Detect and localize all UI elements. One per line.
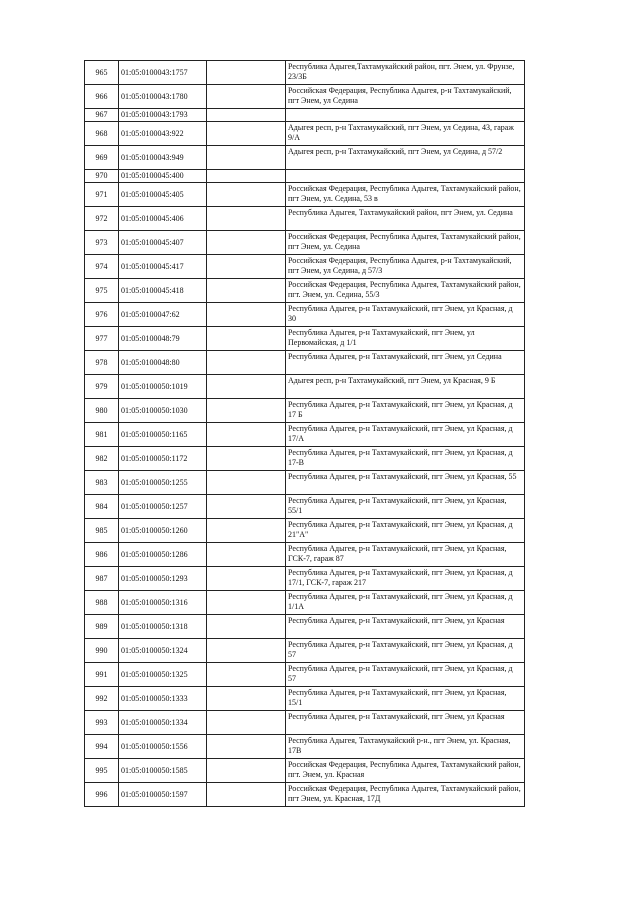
cadastral-number: 01:05:0100050:1333 <box>119 687 207 711</box>
row-number: 976 <box>85 303 119 327</box>
empty-cell <box>207 735 286 759</box>
address: Адыгея респ, р-н Тахтамукайский, пгт Энем, ул Седина, д 57/2 <box>286 146 525 170</box>
table-row <box>85 447 525 471</box>
table-row <box>85 61 525 85</box>
table-row <box>85 255 525 279</box>
address: Республика Адыгея, р-н Тахтамукайский, пгт Энем, ул Красная <box>286 615 525 639</box>
table-row <box>85 122 525 146</box>
table-row <box>85 303 525 327</box>
table-row <box>85 423 525 447</box>
empty-cell <box>207 207 286 231</box>
address: Республика Адыгея, р-н Тахтамукайский, пгт Энем, ул Красная, д 30 <box>286 303 525 327</box>
row-number: 983 <box>85 471 119 495</box>
row-number: 975 <box>85 279 119 303</box>
table-row <box>85 735 525 759</box>
address: Республика Адыгея, Тахтамукайский район, пгт Энем, ул. Седина <box>286 207 525 231</box>
address: Республика Адыгея, р-н Тахтамукайский, пгт Энем, ул Красная, ГСК-7, гараж 87 <box>286 543 525 567</box>
row-number: 993 <box>85 711 119 735</box>
row-number: 992 <box>85 687 119 711</box>
address: Российская Федерация, Республика Адыгея, Тахтамукайский район, пгт. Энем, ул. Красная <box>286 759 525 783</box>
table-row <box>85 279 525 303</box>
empty-cell <box>207 423 286 447</box>
table-row <box>85 495 525 519</box>
cadastral-number: 01:05:0100043:1793 <box>119 109 207 122</box>
empty-cell <box>207 375 286 399</box>
cadastral-number: 01:05:0100050:1597 <box>119 783 207 807</box>
address: Республика Адыгея, р-н Тахтамукайский, пгт Энем, ул Седина <box>286 351 525 375</box>
table-row <box>85 351 525 375</box>
table-row <box>85 327 525 351</box>
table-row <box>85 146 525 170</box>
empty-cell <box>207 351 286 375</box>
cadastral-number: 01:05:0100050:1165 <box>119 423 207 447</box>
cadastral-number: 01:05:0100050:1556 <box>119 735 207 759</box>
address: Республика Адыгея, р-н Тахтамукайский, пгт Энем, ул Красная, д 17 Б <box>286 399 525 423</box>
cadastral-number: 01:05:0100050:1318 <box>119 615 207 639</box>
empty-cell <box>207 663 286 687</box>
cadastral-number: 01:05:0100050:1019 <box>119 375 207 399</box>
cadastral-number: 01:05:0100045:400 <box>119 170 207 183</box>
cadastral-number: 01:05:0100050:1255 <box>119 471 207 495</box>
cadastral-number: 01:05:0100050:1293 <box>119 567 207 591</box>
row-number: 979 <box>85 375 119 399</box>
address: Республика Адыгея, р-н Тахтамукайский, пгт Энем, ул Красная, д 57 <box>286 639 525 663</box>
address: Республика Адыгея, р-н Тахтамукайский, пгт Энем, ул Красная, д 1/1А <box>286 591 525 615</box>
empty-cell <box>207 471 286 495</box>
table-row <box>85 591 525 615</box>
address: Республика Адыгея, р-н Тахтамукайский, пгт Энем, ул Красная, д 21"А" <box>286 519 525 543</box>
address: Российская Федерация, Республика Адыгея, Тахтамукайский район, пгт Энем, ул. Седина, 53 в <box>286 183 525 207</box>
row-number: 969 <box>85 146 119 170</box>
empty-cell <box>207 146 286 170</box>
empty-cell <box>207 279 286 303</box>
row-number: 978 <box>85 351 119 375</box>
cadastral-number: 01:05:0100050:1585 <box>119 759 207 783</box>
address: Республика Адыгея, р-н Тахтамукайский, пгт Энем, ул Красная <box>286 711 525 735</box>
row-number: 986 <box>85 543 119 567</box>
empty-cell <box>207 303 286 327</box>
cadastral-number: 01:05:0100048:79 <box>119 327 207 351</box>
cadastral-register-table <box>84 60 525 807</box>
address: Республика Адыгея, р-н Тахтамукайский, пгт Энем, ул Красная, 15/1 <box>286 687 525 711</box>
empty-cell <box>207 170 286 183</box>
address: Российская Федерация, Республика Адыгея, р-н Тахтамукайский, пгт Энем, ул Седина <box>286 85 525 109</box>
cadastral-number: 01:05:0100050:1325 <box>119 663 207 687</box>
table-row <box>85 639 525 663</box>
cadastral-number: 01:05:0100047:62 <box>119 303 207 327</box>
address: Республика Адыгея, р-н Тахтамукайский, пгт Энем, ул Красная, 55/1 <box>286 495 525 519</box>
row-number: 968 <box>85 122 119 146</box>
empty-cell <box>207 687 286 711</box>
cadastral-number: 01:05:0100043:949 <box>119 146 207 170</box>
row-number: 971 <box>85 183 119 207</box>
cadastral-number: 01:05:0100043:922 <box>119 122 207 146</box>
address: Российская Федерация, Республика Адыгея, р-н Тахтамукайский, пгт Энем, ул Седина, д 57/3 <box>286 255 525 279</box>
row-number: 967 <box>85 109 119 122</box>
row-number: 991 <box>85 663 119 687</box>
empty-cell <box>207 327 286 351</box>
address: Республика Адыгея, р-н Тахтамукайский, пгт Энем, ул Красная, д 57 <box>286 663 525 687</box>
cadastral-number: 01:05:0100043:1780 <box>119 85 207 109</box>
cadastral-number: 01:05:0100050:1324 <box>119 639 207 663</box>
row-number: 966 <box>85 85 119 109</box>
row-number: 980 <box>85 399 119 423</box>
table-row <box>85 207 525 231</box>
empty-cell <box>207 759 286 783</box>
empty-cell <box>207 711 286 735</box>
cadastral-number: 01:05:0100050:1257 <box>119 495 207 519</box>
cadastral-number: 01:05:0100050:1030 <box>119 399 207 423</box>
address: Республика Адыгея, р-н Тахтамукайский, пгт Энем, ул Красная, д 17-В <box>286 447 525 471</box>
empty-cell <box>207 85 286 109</box>
row-number: 984 <box>85 495 119 519</box>
address: Республика Адыгея, р-н Тахтамукайский, пгт Энем, ул Красная, д 17/А <box>286 423 525 447</box>
row-number: 972 <box>85 207 119 231</box>
empty-cell <box>207 61 286 85</box>
row-number: 988 <box>85 591 119 615</box>
table-row <box>85 231 525 255</box>
address: Адыгея респ, р-н Тахтамукайский, пгт Энем, ул Красная, 9 Б <box>286 375 525 399</box>
address: Российская Федерация, Республика Адыгея, Тахтамукайский район, пгт Энем, ул. Красная, 17Д <box>286 783 525 807</box>
table-row <box>85 711 525 735</box>
empty-cell <box>207 783 286 807</box>
address: Российская Федерация, Республика Адыгея, Тахтамукайский район, пгт. Энем, ул. Седина, 55/3 <box>286 279 525 303</box>
empty-cell <box>207 639 286 663</box>
empty-cell <box>207 615 286 639</box>
table-row <box>85 183 525 207</box>
address <box>286 170 525 183</box>
address <box>286 109 525 122</box>
empty-cell <box>207 255 286 279</box>
empty-cell <box>207 109 286 122</box>
empty-cell <box>207 543 286 567</box>
empty-cell <box>207 231 286 255</box>
table-row <box>85 519 525 543</box>
address: Республика Адыгея,Тахтамукайский район, пгт. Энем, ул. Фрунзе, 23/3Б <box>286 61 525 85</box>
cadastral-number: 01:05:0100045:405 <box>119 183 207 207</box>
row-number: 987 <box>85 567 119 591</box>
address: Адыгея респ, р-н Тахтамукайский, пгт Энем, ул Седина, 43, гараж 9/А <box>286 122 525 146</box>
row-number: 995 <box>85 759 119 783</box>
table-row <box>85 615 525 639</box>
empty-cell <box>207 447 286 471</box>
cadastral-number: 01:05:0100045:407 <box>119 231 207 255</box>
cadastral-number: 01:05:0100050:1334 <box>119 711 207 735</box>
cadastral-number: 01:05:0100048:80 <box>119 351 207 375</box>
cadastral-number: 01:05:0100045:406 <box>119 207 207 231</box>
empty-cell <box>207 567 286 591</box>
row-number: 973 <box>85 231 119 255</box>
row-number: 994 <box>85 735 119 759</box>
row-number: 985 <box>85 519 119 543</box>
cadastral-number: 01:05:0100045:418 <box>119 279 207 303</box>
register-table-body <box>85 61 525 807</box>
table-row <box>85 170 525 183</box>
empty-cell <box>207 399 286 423</box>
table-row <box>85 109 525 122</box>
row-number: 965 <box>85 61 119 85</box>
cadastral-number: 01:05:0100050:1260 <box>119 519 207 543</box>
table-row <box>85 399 525 423</box>
row-number: 970 <box>85 170 119 183</box>
table-row <box>85 85 525 109</box>
row-number: 990 <box>85 639 119 663</box>
empty-cell <box>207 183 286 207</box>
address: Республика Адыгея, р-н Тахтамукайский, пгт Энем, ул Красная, 55 <box>286 471 525 495</box>
empty-cell <box>207 122 286 146</box>
table-row <box>85 663 525 687</box>
cadastral-number: 01:05:0100043:1757 <box>119 61 207 85</box>
row-number: 989 <box>85 615 119 639</box>
row-number: 996 <box>85 783 119 807</box>
row-number: 977 <box>85 327 119 351</box>
table-row <box>85 543 525 567</box>
table-row <box>85 471 525 495</box>
address: Республика Адыгея, Тахтамукайский р-н., пгт Энем, ул. Красная, 17В <box>286 735 525 759</box>
row-number: 974 <box>85 255 119 279</box>
empty-cell <box>207 591 286 615</box>
table-row <box>85 783 525 807</box>
address: Российская Федерация, Республика Адыгея, Тахтамукайский район, пгт Энем, ул. Седина <box>286 231 525 255</box>
table-row <box>85 375 525 399</box>
address: Республика Адыгея, р-н Тахтамукайский, пгт Энем, ул Первомайская, д 1/1 <box>286 327 525 351</box>
cadastral-number: 01:05:0100050:1316 <box>119 591 207 615</box>
table-row <box>85 567 525 591</box>
table-row <box>85 687 525 711</box>
cadastral-number: 01:05:0100045:417 <box>119 255 207 279</box>
table-row <box>85 759 525 783</box>
empty-cell <box>207 519 286 543</box>
cadastral-number: 01:05:0100050:1286 <box>119 543 207 567</box>
empty-cell <box>207 495 286 519</box>
address: Республика Адыгея, р-н Тахтамукайский, пгт Энем, ул Красная, д 17/1, ГСК-7, гараж 217 <box>286 567 525 591</box>
row-number: 981 <box>85 423 119 447</box>
row-number: 982 <box>85 447 119 471</box>
cadastral-number: 01:05:0100050:1172 <box>119 447 207 471</box>
